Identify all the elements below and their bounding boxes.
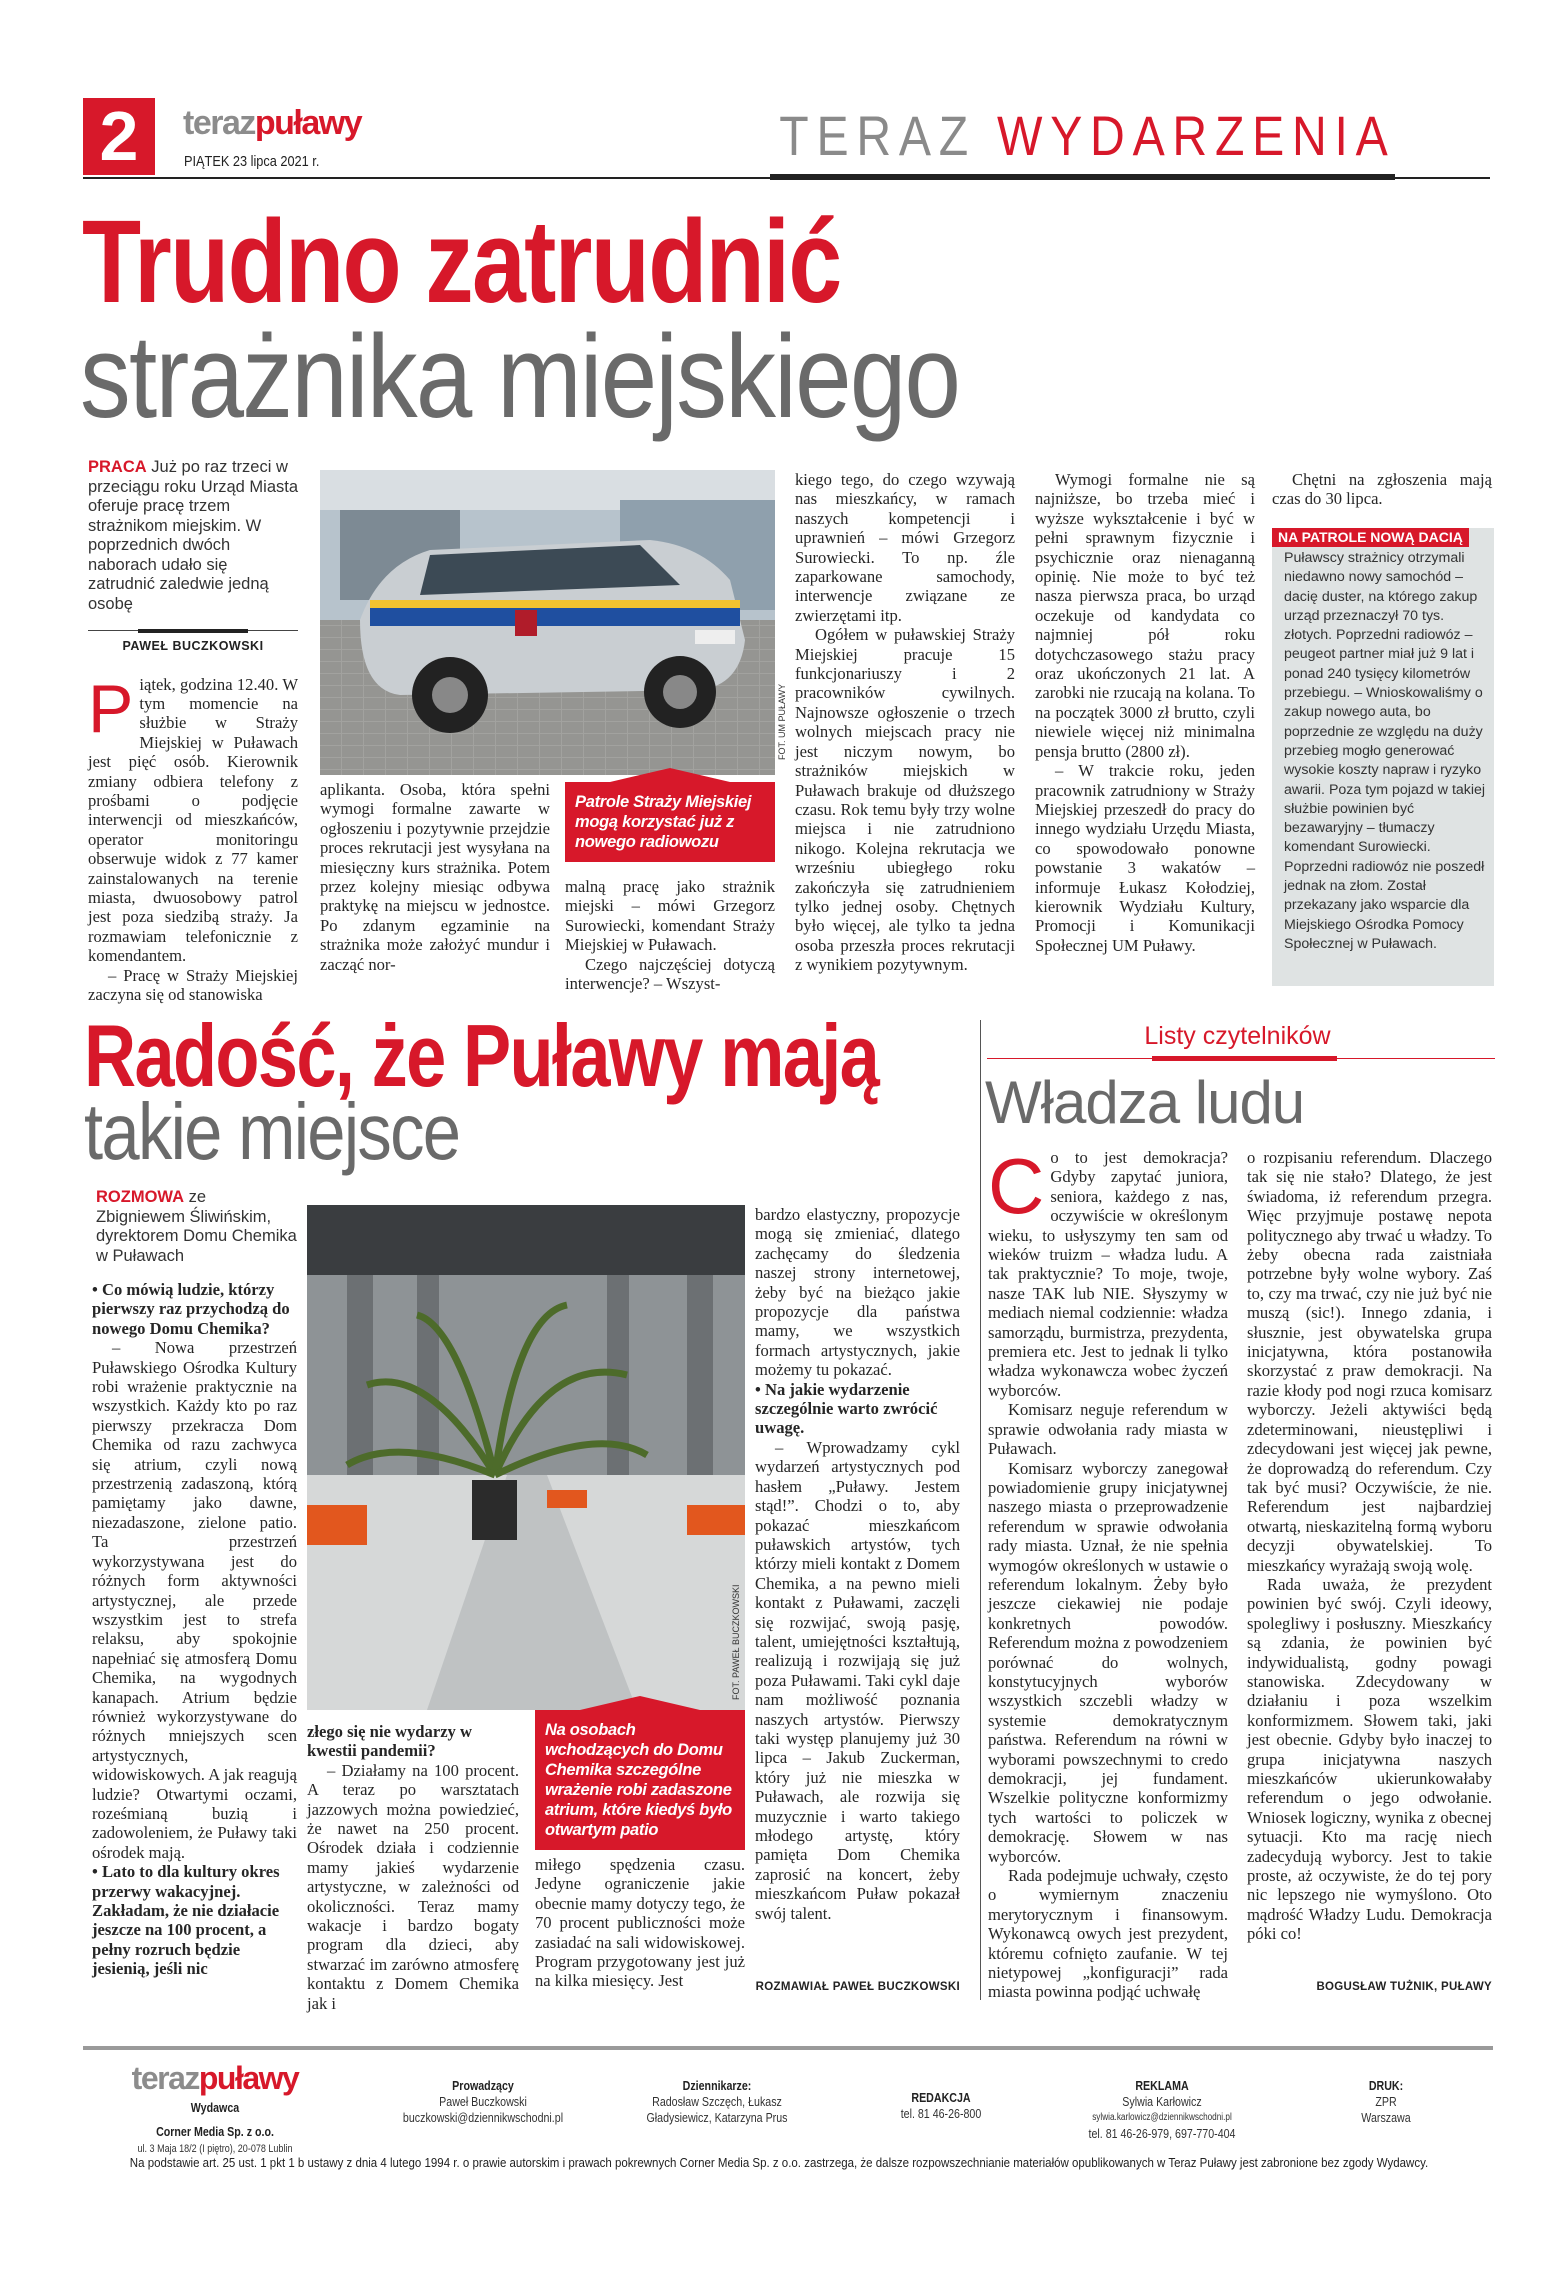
letters-title: Władza ludu — [985, 1069, 1305, 1136]
patrol-car-photo — [320, 470, 775, 775]
article1-col5: Wymogi formalne nie są najniższe, bo trzeba mieć i wyższe wykształcenie i być w pełni sprawnym fizycznie i psychicznie oraz nienaganną opinię. Nie może to być też nasza pierwsza praca, bo urząd oczekuje od kandydata co najmniej pół roku dotychczasowego stażu pracy oraz ukończonych 21 lat. A zarobki nie rzucają na kolana. To na początek 3000 zł brutto, czyli niewiele więcej niż minimalna pensja brutto (2800 zł). – W trakcie roku, jeden pracownik zatrudniony w Straży Miejskiej przeszedł do pracy do innego wydziału Urzędu Miasta, co spowodowało ponowne powstanie 3 wakatów – informuje Łukasz Kołodziej, kierownik Wydziału Kultury, Promocji i Komunikacji Społecznej UM Puławy. — [1035, 470, 1255, 955]
drop-cap: P — [88, 670, 134, 747]
sidebar-box-title: NA PATROLE NOWĄ DACIĄ — [1272, 528, 1469, 547]
article1-lead: PRACA Już po raz trzeci w przeciągu roku Urząd Miasta oferuje pracę trzem strażnikom miejskim. W poprzednich dwóch naborach udało się zatrudnić zaledwie jedną osobę — [88, 458, 299, 613]
article1-subheadline: strażnika miejskiego — [80, 311, 960, 443]
article1-col4: kiego tego, do czego wzywają nas mieszkańcy, w ramach naszych kompetencji i uprawnień – mówi Grzegorz Surowiecki. To np. źle zaparkowane samochody, interwencje związane ze zwierzętami itp. Ogółem w puławskiej Straży Miejskiej pracuje 15 funkcjonariuszy i 2 pracowników cywilnych. Najnowsze ogłoszenie o trzech wolnych miejscach pracy nie jest niczym nowym, bo strażników miejskich w Puławach brakuje od dłuższego czasu. Rok temu były trzy wolne miejsca i nie zatrudniono nikogo. Kolejna rekrutacja we wrześniu ubiegłego roku zakończyła się zatrudnieniem tylko jednej osoby. Chętnych było więcej, ale tylko ta jedna osoba przeszła proces rekrutacji z wynikiem pozytywnym. — [795, 470, 1015, 975]
footer-journalists: Dziennikarze: Radosław Szczęch, Łukasz Gładysiewicz, Katarzyna Prus — [646, 2078, 788, 2125]
article1-headline: Trudno zatrudnić — [82, 196, 841, 328]
photo-credit: FOT. PAWEŁ BUCZKOWSKI — [731, 1584, 741, 1700]
footer-publisher: terazpuławy Wydawca Corner Media Sp. z o.o. ul. 3 Maja 18/2 (I piętro), 20-078 Lublin — [131, 2060, 299, 2155]
legal-notice: Na podstawie art. 25 ust. 1 pkt 1 b ustawy z dnia 4 lutego 1994 r. o prawie autorskim i prawach pokrewnych Corner Media Sp. z o.o. zastrzega, że dalsze rozpowszechnianie materiałów opublikowanych w Teraz Puławy jest zabronione bez zgody Wydawcy. — [129, 2156, 1429, 2170]
article2-col4: bardzo elastyczny, propozycje mogą się zmieniać, dlatego zachęcamy do śledzenia naszej strony internetowej, żeby być na bieżąco jakie propozycje dla państwa mamy, we wszystkich formach artystycznych, jakie możemy tu pokazać. • Na jakie wydarzenie szczególnie warto zwrócić uwagę. – Wprowadzamy cykl wydarzeń artystycznych pod hasłem „Puławy. Jestem stąd!”. Chodzi o to, aby pokazać mieszkańcom puławskich artystów, tych którzy mieli kontakt z Domem Chemika, a na pewno mieli kontakt z Puławami, zaczęli się rozwijać, swoją pasję, talent, umiejętności kształtują, realizują i rozwijają się już poza Puławami. Taki cykl daje nam możliwość poznania naszych artystów. Pierwszy taki występ planujemy już 30 lipca – Jakub Zuckerman, który już nie mieszka w Puławach, ale rozwija się muzycznie i warto takiego młodego artystę, który pamięta Dom Chemika zaprosić na koncert, żeby mieszkańcom Puław pokazał swój talent. — [755, 1205, 960, 1923]
article2-subheadline: takie miejsce — [84, 1087, 460, 1176]
sidebar-box — [1272, 528, 1494, 986]
letters-section-label: Listy czytelników — [1144, 1022, 1331, 1050]
article2-signature: ROZMAWIAŁ PAWEŁ BUCZKOWSKI — [755, 1981, 960, 1993]
article1-col2: aplikanta. Osoba, która spełni wymogi formalne zawarte w ogłoszeniu i pozytywnie przejdzie proces rekrutacji jest wysyłana na miesięczny kurs strażnika. Potem przez kolejny miesiąc odbywa praktykę na miejscu w jednostce. Po zdanym egzaminie na strażnika może założyć mundur i zacząć nor- — [320, 780, 550, 974]
article2-headline: Radość, że Puławy mają — [84, 1006, 879, 1105]
footer-lead-editor: Prowadzący Paweł Buczkowski buczkowski@dziennikwschodni.pl — [402, 2078, 564, 2125]
article2-col1: ROZMOWA ze Zbigniewem Śliwińskim, dyrektorem Domu Chemika w Puławach • Co mówią ludzie, którzy pierwszy raz przychodzą do nowego Domu Chemika? – Nowa przestrzeń Puławskiego Ośrodka Kultury robi wrażenie praktycznie na wszystkich. Każdy kto po raz pierwszy przekracza Dom Chemika od razu zachwyca się atrium, czyli nową przestrzenią zadaszoną, którą pamiętamy jako dawne, niezadaszone, zielone patio. Ta przestrzeń wykorzystywana jest do różnych form aktywności artystycznej, ale przede wszystkim jest to strefa relaksu, aby spokojnie napełniać się atmosferą Domu Chemika, na wygodnych kanapach. Atrium będzie również wykorzystywane do różnych mniejszych scen artystycznych, widowiskowych. A jak reagują ludzie? Otwartymi oczami, roześmianą buzią i zadowoleniem, że Puławy taki ośrodek mają. • Lato to dla kultury okres przerwy wakacyjnej. Zakładam, że nie działacie jeszcze na 100 procent, a pełny rozruch będzie jesienią, jeśli nic — [92, 1188, 297, 1979]
column-divider — [980, 1020, 981, 2000]
footer-print: DRUK: ZPR Warszawa — [1361, 2078, 1411, 2125]
letters-col2: o rozpisaniu referendum. Dlaczego tak się nie stało? Dlatego, że jest świadoma, iż referendum przegra. Więc przyjmuje postawę nepota politycznego aby trwać u władzy. To żeby obecna rada zaistniała potrzebne były wolne wybory. Zaś to, czy ma trwać, czy nie już być nie muszą (sic!). Innego zdania, i słusznie, jest obywatelska grupa inicjatywna, która postanowiła skorzystać z praw demokracji. Na razie kłody pod nogi rzuca komisarz wyborczy. Jeżeli aktywiści będą zdeterminowani, nieustępliwi i zdecydowani jest więcej jak pewne, że doprowadzą do referendum. Czy tak być musi? Oczywiście, że nie. Referendum jest najbardziej otwartą, nieskazitelną formą wyboru decyzji obywatelskiej. To mieszkańcy wyrażają swoją wolę. Rada uważa, że prezydent powinien być swój. Czyli ideowy, spolegliwy i posłuszny. Mieszkańcy są zdania, że powinien być indywidualistą, godny powagi stanowiska. Zdecydowany w działaniu i poza wszelkim konformizmem. Słowem taki, jaki jest obecnie. Gdyby było inaczej to grupa inicjatywna naszych mieszkańców ukierunkowałaby referendum o jego odwołanie. Wniosek logiczny, wynika z obecnej sytuacji. Kto ma rację niech zadecydują wyborcy. Jest to takie proste, aż oczywiste, że do tej pory nic lepszego nie wymyślono. Oto mądrość Władzy Ludu. Demokracja póki co! — [1247, 1148, 1492, 1944]
footer-ads: REKLAMA Sylwia Karłowicz sylwia.karlowicz@dziennikwschodni.pl tel. 81 46-26-979, 697-770-404 — [1088, 2078, 1236, 2141]
article1-col6: Chętni na zgłoszenia mają czas do 30 lipca. — [1272, 470, 1492, 509]
letters-signature: BOGUSŁAW TUŻNIK, PUŁAWY — [1316, 1981, 1492, 1993]
letters-rule-accent — [1152, 1056, 1337, 1061]
issue-date: PIĄTEK 23 lipca 2021 r. — [184, 153, 320, 170]
article1-byline: PAWEŁ BUCZKOWSKI — [88, 630, 298, 653]
article1-col3: malną pracę jako strażnik miejski – mówi Grzegorz Surowiecki, komendant Straży Miejskiej w Puławach. Czego najczęściej dotyczą interwencje? – Wszyst- — [565, 877, 775, 994]
photo-caption: Na osobach wchodzących do Domu Chemika szczególne wrażenie robi zadaszone atrium, które kiedyś było otwartym patio — [535, 1710, 745, 1850]
footer-editorial: REDAKCJA tel. 81 46-26-800 — [900, 2090, 982, 2121]
sidebar-box-text: Puławscy strażnicy otrzymali niedawno nowy samochód – dacię duster, na którego zakup urząd przeznaczył 70 tys. złotych. Poprzedni radiowóz – peugeot partner miał już 9 lat i ponad 240 tysięcy kilometrów przebiegu. – Wnioskowaliśmy o zakup nowego auta, bo poprzednie ze względu na duży przebieg mogło generować wysokie koszty napraw i ryzyko awarii. Poza tym pojazd w takiej służbie powinien być bezawaryjny – tłumaczy komendant Surowiecki. Poprzedni radiowóz nie poszedł jednak na złom. Został przekazany jako wsparcie dla Miejskiego Ośrodka Pomocy Społecznej w Puławach. — [1284, 550, 1486, 952]
section-title: TERAZ WYDARZENIA — [778, 104, 1395, 167]
letters-col1: Co to jest demokracja? Gdyby zapytać juniora, seniora, każdego z nas, oczywiście w określonym wieku, to usłyszymy ten sam od wieków truizm – władza ludu. A tak praktycznie? To moje, twoje, nasze TAK lub NIE. Słyszymy w mediach niemal codziennie: władza samorządu, burmistrza, prezydenta, premiera etc. Jest to jednak li tylko władza wykonawcza wobec życzeń wyborców. Komisarz neguje referendum w sprawie odwołania rady miasta w Puławach. Komisarz wyborczy zanegował powiadomienie grupy inicjatywnej naszego miasta o przeprowadzenie referendum w sprawie odwołania rady miasta. Uznał, że nie spełnia wymogów określonych w ustawie o referendum lokalnym. Żeby było jeszcze ciekawiej nie podaje konkretnych powodów. Referendum można z powodzeniem porównać do wolnych, konstytucyjnych wyborów wszystkich szczebli władzy w systemie demokratycznym państwa. Referendum na równi w wyborami powszechnymi to credo demokracji, jej fundament. Wszelkie polityczne konformizmy tych wartości to policzek w demokrację. Słowem w nas wyborców. Rada podejmuje uchwały, często o wymiernym znaczeniu merytorycznym i finansowym. Wykonawcą owych jest prezydent, któremu cofnięto zaufanie. W tej nietypowej „konfiguracji” rada miasta powinna podjąć uchwałę — [988, 1142, 1228, 2002]
page-number: 2 — [83, 98, 155, 175]
article2-col2: złego się nie wydarzy w kwestii pandemii? – Działamy na 100 procent. A teraz po warsztatach jazzowych można powiedzieć, że nawet na 250 procent. Ośrodek działa i codziennie mamy jakieś wydarzenie artystyczne, w zależności od okoliczności. Teraz mamy wakacje i bardzo bogaty program dla dzieci, aby stwarzać im zarówno atmosferę kontaktu z Domem Chemika jak i — [307, 1722, 519, 2013]
photo-credit: FOT. UM PUŁAWY — [777, 683, 787, 760]
drop-cap: C — [988, 1142, 1045, 1230]
masthead-logo: terazpuławy — [183, 104, 362, 142]
footer-rule — [83, 2046, 1493, 2050]
atrium-photo — [307, 1205, 745, 1710]
article2-col3: miłego spędzenia czasu. Jedyne ograniczenie jakie obecnie mamy dotyczy tego, że 70 procent publiczności może zasiadać na sali widowiskowej. Program przygotowany jest już na kilka miesięcy. Jest — [535, 1855, 745, 1991]
photo-caption: Patrole Straży Miejskiej mogą korzystać już z nowego radiowozu — [565, 782, 775, 862]
section-underline — [770, 174, 1395, 180]
article1-col1: PRACA Już po raz trzeci w przeciągu roku Urząd Miasta oferuje pracę trzem strażnikom miejskim. W poprzednich dwóch naborach udało się zatrudnić zaledwie jedną osobę PAWEŁ BUCZKOWSKI Piątek, godzina 12.40. W tym momencie na służbie w Straży Miejskiej w Puławach jest pięć osób. Kierownik zmiany odbiera telefony z prośbami o podjęcie interwencji od mieszkańców, operator monitoringu obserwuje widok z 77 kamer zainstalowanych na terenie miasta, dwuosobowy patrol jest poza siedzibą straży. Ja rozmawiam telefonicznie z komendantem. – Pracę w Straży Miejskiej zaczyna się od stanowiska — [88, 458, 299, 1004]
